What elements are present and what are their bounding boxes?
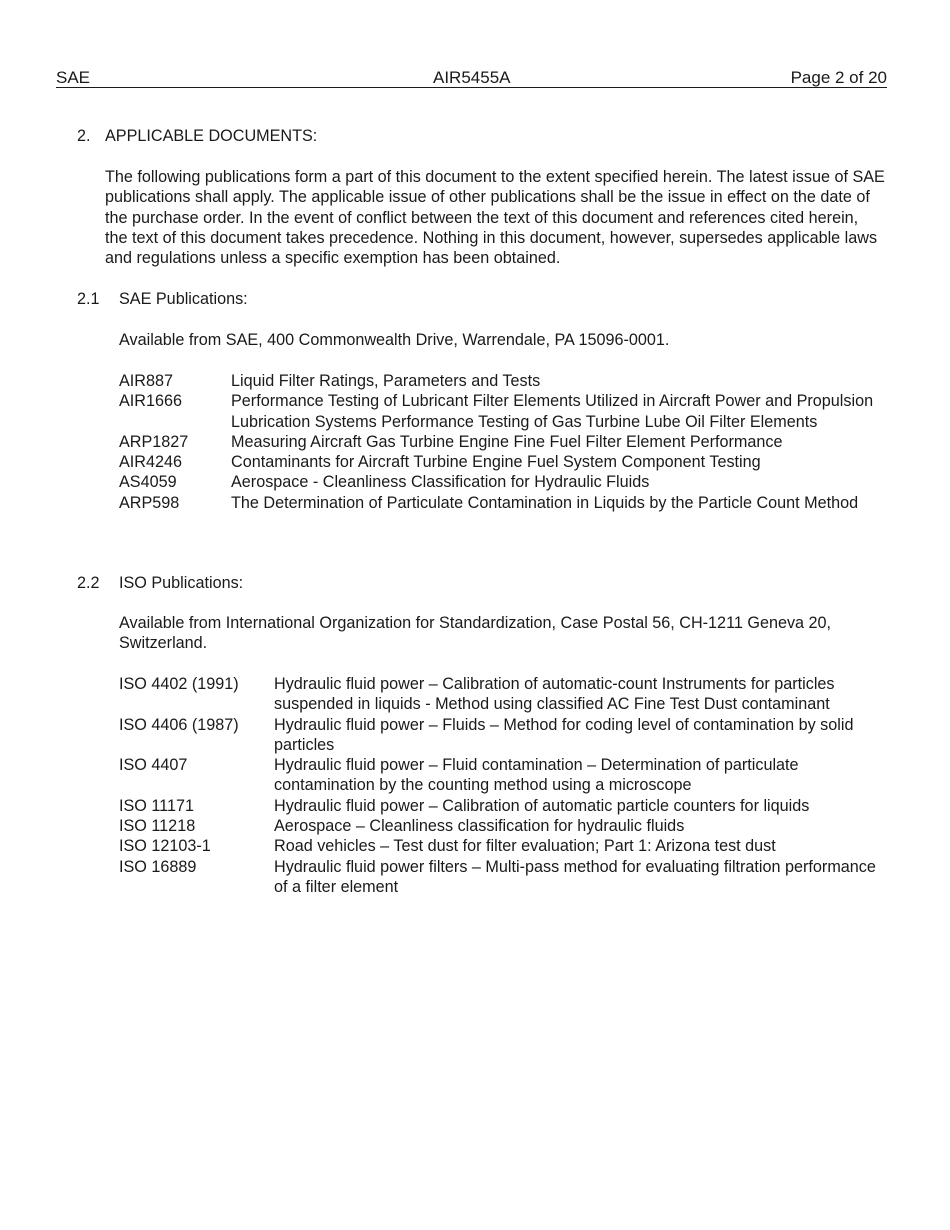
list-item [119, 472, 879, 492]
section-number: 2.1 [77, 290, 100, 308]
ref-code: ISO 11171 [119, 796, 194, 815]
list-item [119, 816, 879, 836]
ref-title: Hydraulic fluid power – Fluids – Method for coding level of contamination by solid particles [274, 715, 854, 754]
list-item [119, 493, 879, 513]
header-doc-number: AIR5455A [433, 68, 511, 87]
list-item [119, 391, 879, 432]
ref-code: ISO 16889 [119, 857, 197, 876]
ref-title: Aerospace - Cleanliness Classification for Hydraulic Fluids [231, 473, 650, 492]
ref-title: Performance Testing of Lubricant Filter Elements Utilized in Aircraft Power and Propulsion Lubrication Systems Performance Testing of Gas Turbine Lube Oil Filter Elements [231, 392, 874, 431]
list-item [119, 796, 879, 816]
header-page-number: Page 2 of 20 [790, 68, 887, 87]
list-item [119, 432, 879, 452]
header-org: SAE [56, 68, 91, 87]
section-number: 2.2 [77, 574, 100, 592]
ref-title: Hydraulic fluid power – Calibration of automatic-count Instruments for particles suspended in liquids - Method using classified AC Fine Test Dust contaminant [274, 675, 835, 714]
ref-code: ISO 4402 (1991) [119, 675, 239, 693]
ref-code: ARP1827 [119, 432, 189, 451]
ref-code: ISO 12103-1 [119, 837, 211, 856]
ref-title: Hydraulic fluid power filters – Multi-pass method for evaluating filtration performance of a filter element [274, 857, 876, 896]
ref-code: ISO 4407 [119, 756, 188, 775]
list-item [119, 452, 879, 472]
page-header [56, 68, 887, 88]
list-item [119, 836, 879, 856]
ref-code: AIR4246 [119, 453, 182, 472]
iso-reference-list [119, 674, 879, 897]
section-2-2-heading [77, 573, 243, 593]
section-2-heading [77, 126, 317, 146]
ref-title: The Determination of Particulate Contamination in Liquids by the Particle Count Method [231, 493, 859, 512]
ref-title: Road vehicles – Test dust for filter evaluation; Part 1: Arizona test dust [274, 837, 776, 856]
list-item [119, 715, 879, 756]
list-item [119, 755, 879, 796]
ref-code: AS4059 [119, 473, 177, 492]
ref-code: AIR887 [119, 372, 173, 390]
ref-title: Aerospace – Cleanliness classification for hydraulic fluids [274, 817, 685, 836]
ref-code: AIR1666 [119, 392, 182, 411]
list-item [119, 371, 879, 391]
ref-title: Measuring Aircraft Gas Turbine Engine Fine Fuel Filter Element Performance [231, 432, 783, 451]
section-2-body: The following publications form a part of this document to the extent specified herein. The latest issue of SAE publications shall apply. The applicable issue of other publications shall be the issue in effect on the date of the purchase order. In the event of conflict between the text of this document and references cited herein, the text of this document takes precedence. Nothing in this document, however, supersedes applicable laws and regulations unless a specific exemption has been obtained. [105, 168, 885, 268]
section-title: APPLICABLE DOCUMENTS: [105, 127, 318, 145]
list-item [119, 857, 879, 898]
sae-availability: Available from SAE, 400 Commonwealth Drive, Warrendale, PA 15096-0001. [119, 331, 670, 349]
section-title: ISO Publications: [119, 574, 244, 592]
sae-reference-list [119, 371, 879, 513]
ref-title: Liquid Filter Ratings, Parameters and Tests [231, 372, 541, 390]
iso-availability: Available from International Organization for Standardization, Case Postal 56, CH-1211 Geneva 20, Switzerland. [119, 614, 832, 653]
ref-code: ISO 11218 [119, 817, 196, 836]
ref-code: ARP598 [119, 493, 180, 512]
section-title: SAE Publications: [119, 290, 248, 308]
section-number: 2. [77, 127, 91, 145]
ref-title: Hydraulic fluid power – Fluid contamination – Determination of particulate contamination by the counting method using a microscope [274, 756, 799, 795]
list-item [119, 674, 879, 715]
ref-title: Contaminants for Aircraft Turbine Engine Fuel System Component Testing [231, 453, 761, 472]
ref-title: Hydraulic fluid power – Calibration of automatic particle counters for liquids [274, 796, 810, 815]
ref-code: ISO 4406 (1987) [119, 715, 239, 734]
section-2-1-heading [77, 289, 248, 309]
